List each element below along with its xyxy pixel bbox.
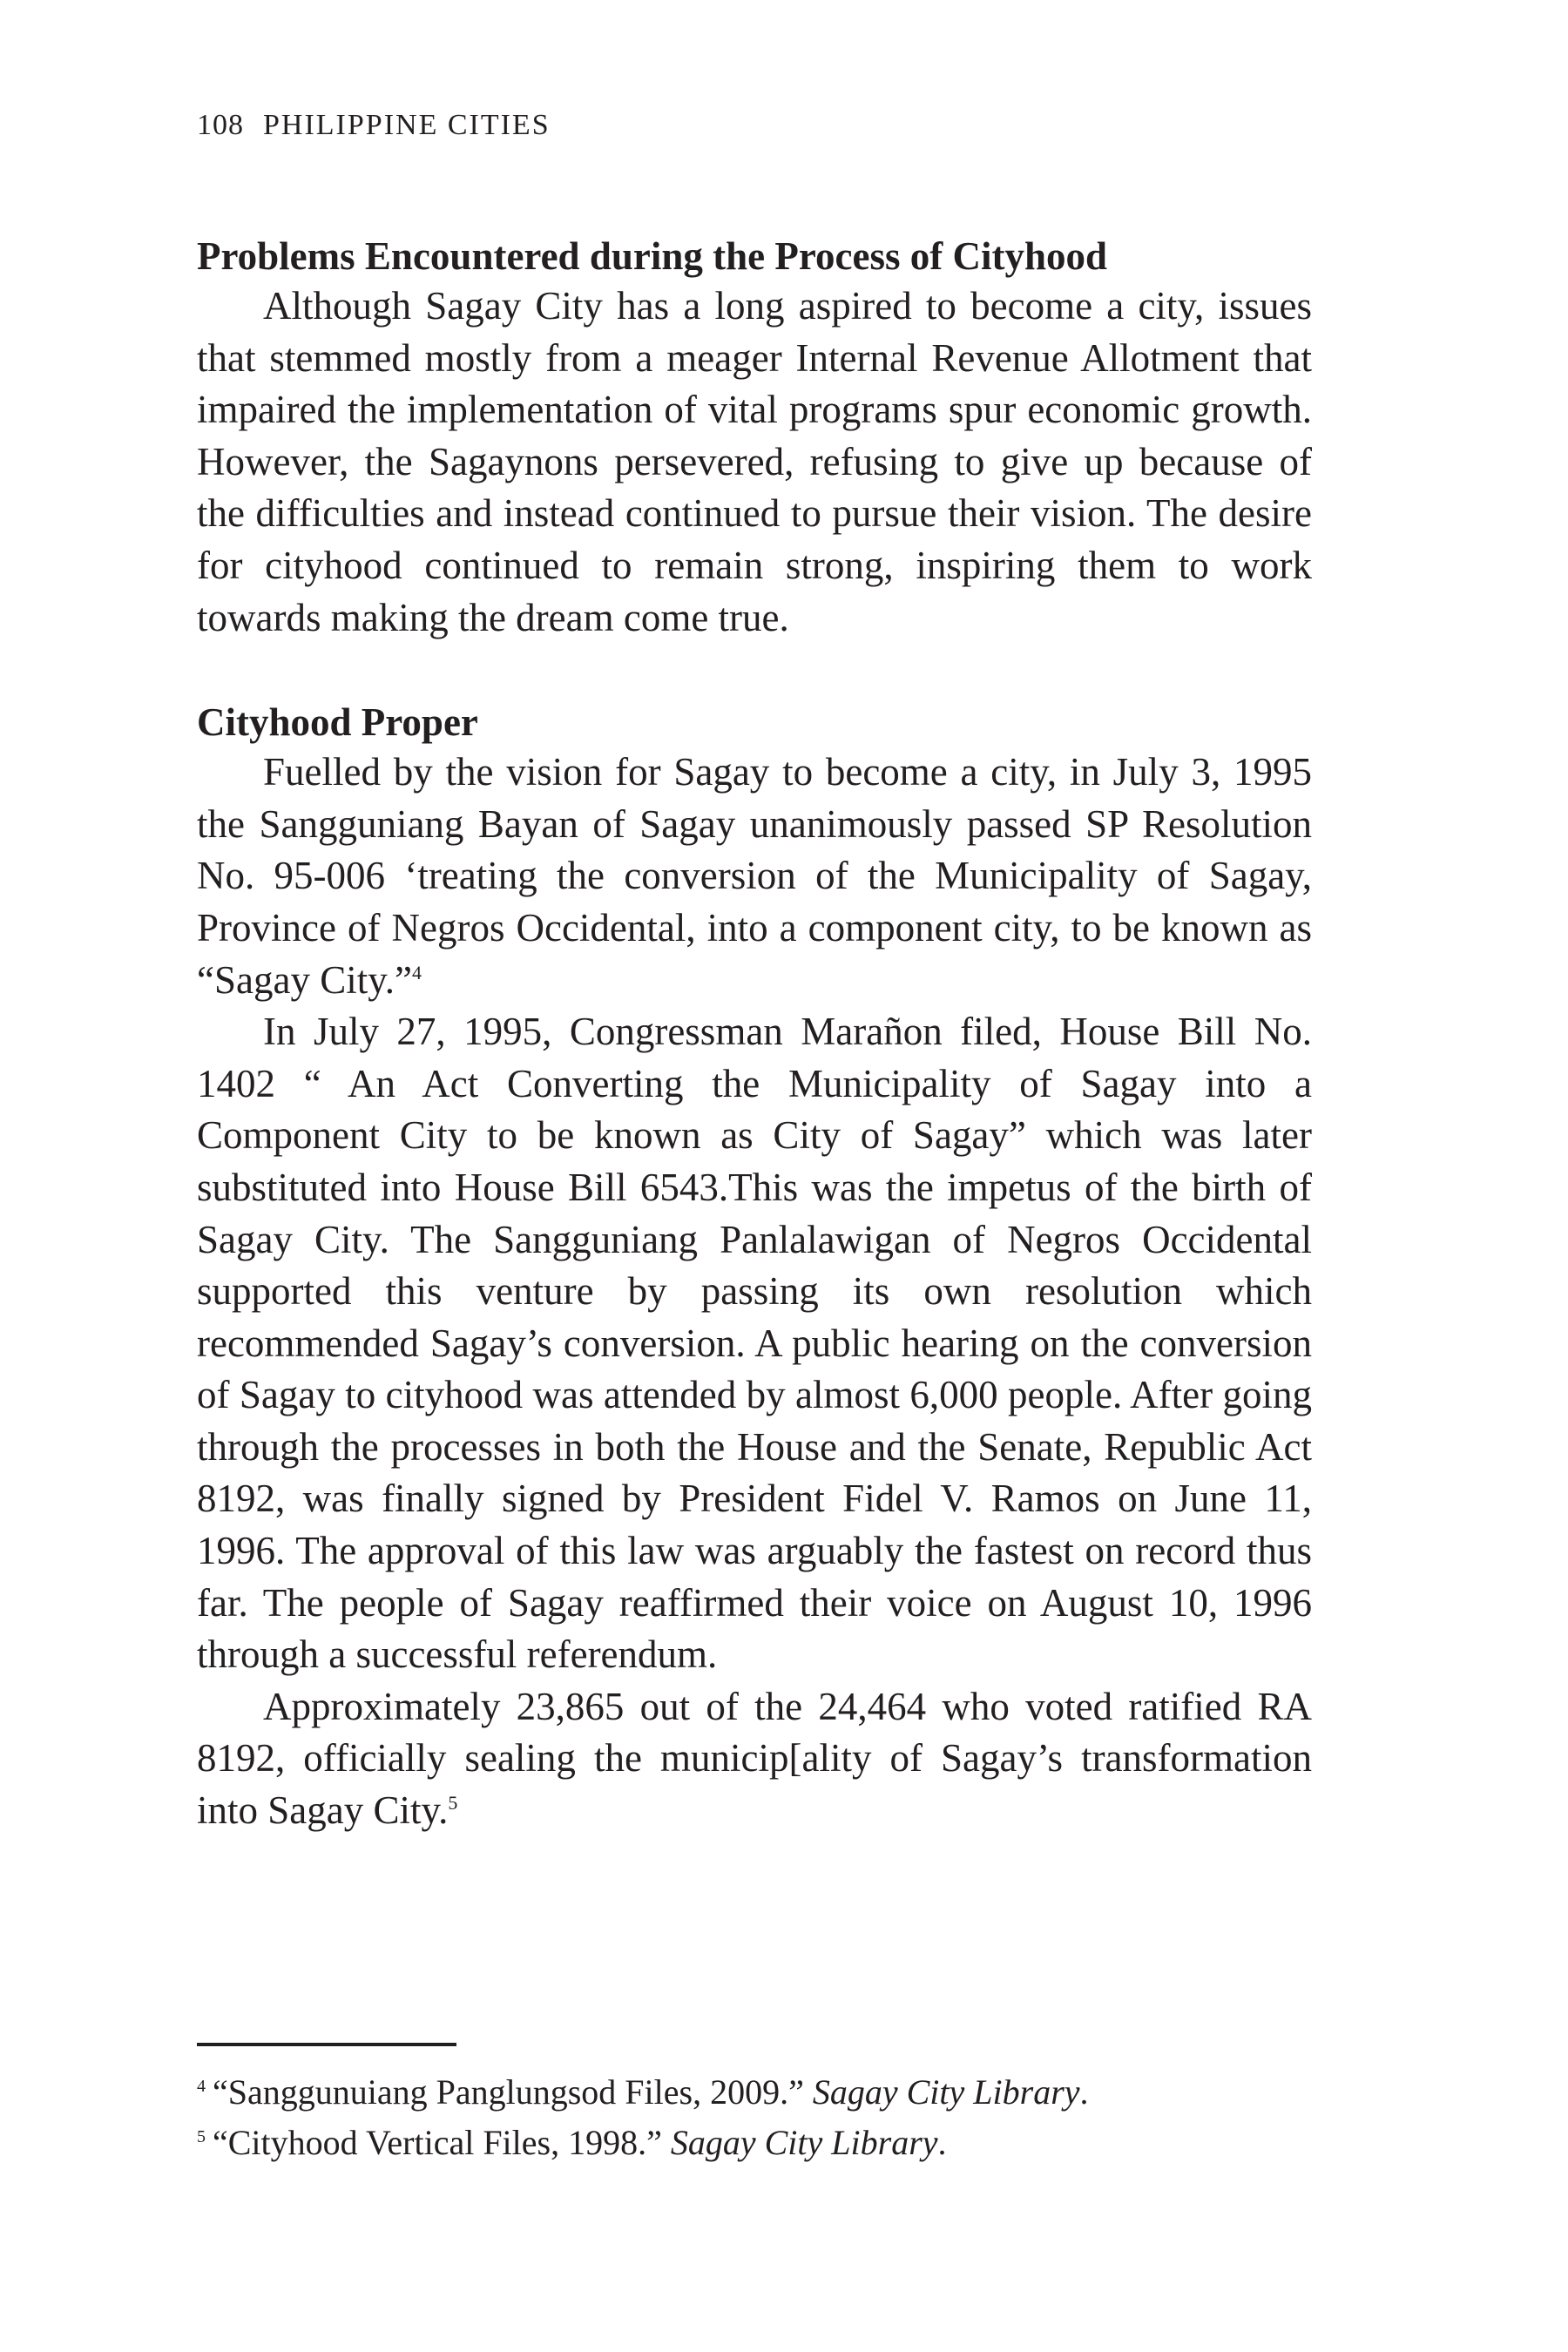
footnote-source: Sagay City Library (812, 2072, 1080, 2112)
footnote-ref-5[interactable]: 5 (448, 1792, 458, 1815)
book-page (197, 105, 1312, 2162)
footnote-5 (197, 2118, 1312, 2168)
footnote-marker: 4 (197, 2076, 206, 2096)
paragraph-cityhood-3 (197, 1681, 1312, 1837)
paragraph-problems (197, 280, 1312, 644)
paragraph-text: Fuelled by the vision for Sagay to become a city, in July 3, 1995 the Sangguniang Bayan of Sagay unanimously passed SP Resolution No. 95-006 ‘treating the conversion of the Municipality of Sagay, Province of Negros Occidental, into a component city, to be known as “Sagay City.” (197, 750, 1312, 1002)
footnote-ref-4[interactable]: 4 (412, 961, 422, 983)
footnote-text: “Sanggunuiang Panglungsod Files, 2009.” (213, 2072, 804, 2112)
section-heading-cityhood-proper: Cityhood Proper (197, 700, 478, 745)
paragraph-text: Although Sagay City has a long aspired to become a city, issues that stemmed mostly from a meager Internal Revenue Allotment that impaired the implementation of vital programs spur economic growth. However, the Sagaynons persevered, refusing to give up because of the difficulties and instead continued to pursue their vision. The desire for cityhood continued to remain strong, inspiring them to work towards making the dream come true. (197, 284, 1312, 639)
running-head (197, 105, 1312, 146)
paragraph-text: Approximately 23,865 out of the 24,464 who voted ratified RA 8192, officially sealing the municip[ality of Sagay’s transformation into Sagay City. (197, 1684, 1312, 1833)
running-title: PHILIPPINE CITIES (263, 109, 551, 141)
footnote-end: . (1079, 2072, 1089, 2112)
page-number: 108 (197, 109, 244, 141)
footnote-marker: 5 (197, 2126, 206, 2146)
paragraph-cityhood-1 (197, 747, 1312, 1006)
footnotes (197, 2067, 1312, 2168)
footnote-4 (197, 2067, 1312, 2118)
paragraph-text: In July 27, 1995, Congressman Marañon filed, House Bill No. 1402 “ An Act Converting the Municipality of Sagay into a Component City to be known as City of Sagay” which was later substituted into House Bill 6543.This was the impetus of the birth of Sagay City. The Sangguniang Panlalawigan of Negros Occidental supported this venture by passing its own resolution which recommended Sagay’s conversion. A public hearing on the conversion of Sagay to cityhood was attended by almost 6,000 people. After going through the processes in both the House and the Senate, Republic Act 8192, was finally signed by President Fidel V. Ramos on June 11, 1996. The approval of this law was arguably the fastest on record thus far. The people of Sagay reaffirmed their voice on August 10, 1996 through a successful referendum. (197, 1010, 1312, 1677)
footnote-divider (197, 2043, 456, 2046)
footnote-source: Sagay City Library (670, 2123, 938, 2162)
footnote-text: “Cityhood Vertical Files, 1998.” (213, 2123, 662, 2162)
paragraph-cityhood-2 (197, 1006, 1312, 1681)
footnote-end: . (937, 2123, 947, 2162)
section-heading-problems: Problems Encountered during the Process of Cityhood (197, 234, 1108, 278)
